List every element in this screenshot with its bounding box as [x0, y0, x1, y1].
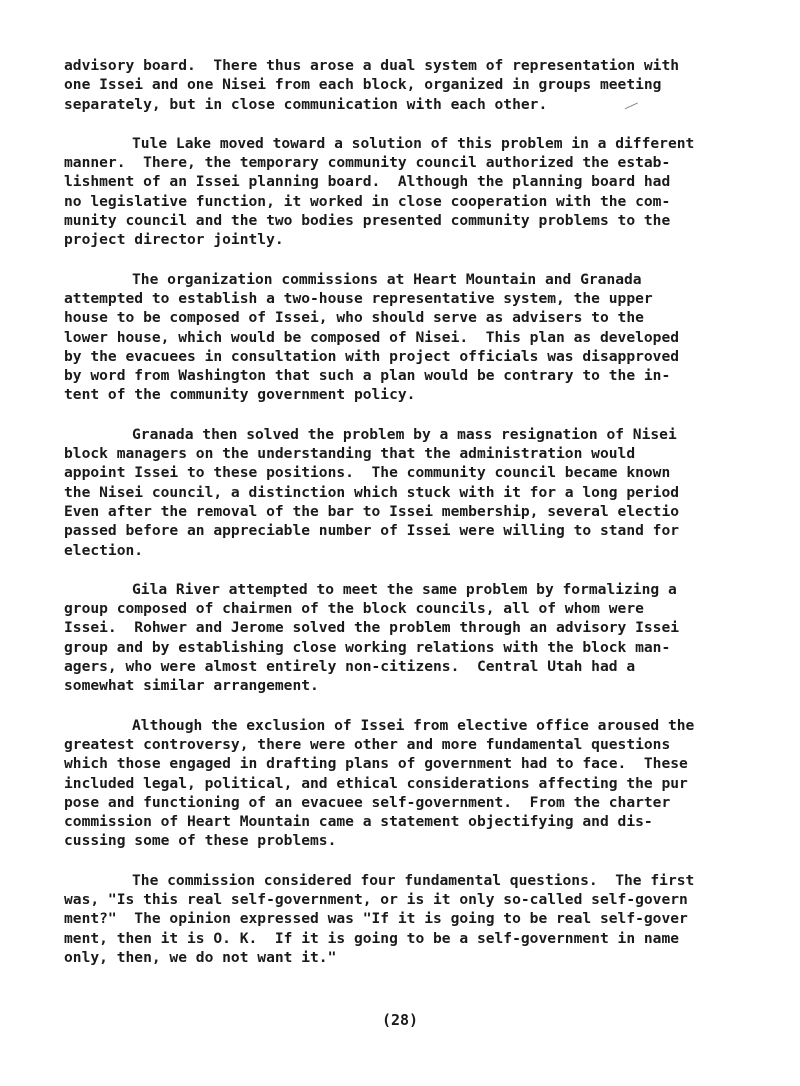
text-line: ment, then it is O. K. If it is going to be a self-government in name [64, 929, 680, 947]
text-line: munity council and the two bodies presented community problems to the [64, 212, 671, 230]
paragraph [64, 716, 744, 851]
paragraph [64, 580, 744, 696]
text-line: ment?" The opinion expressed was "If it is going to be real self-gover [64, 910, 688, 928]
text-line: was, "Is this real self-government, or is it only so-called self-govern [64, 890, 688, 908]
paragraph [64, 134, 744, 250]
page-number: (28) [381, 1011, 419, 1029]
text-line: attempted to establish a two-house representative system, the upper [64, 289, 653, 307]
text-line: by word from Washington that such a plan would be contrary to the in- [64, 367, 671, 385]
paragraph [64, 871, 744, 967]
body-text [64, 56, 744, 987]
text-line: passed before an appreciable number of Issei were willing to stand for [64, 522, 680, 540]
text-line: one Issei and one Nisei from each block, organized in groups meeting [64, 76, 662, 94]
text-line: pose and functioning of an evacuee self-government. From the charter [64, 793, 671, 811]
paragraph [64, 425, 744, 560]
text-line: only, then, we do not want it." [64, 948, 337, 966]
text-line: project director jointly. [64, 231, 284, 249]
text-line: Issei. Rohwer and Jerome solved the problem through an advisory Issei [64, 619, 680, 637]
text-line: somewhat similar arrangement. [64, 677, 319, 695]
text-line: election. [64, 541, 144, 559]
text-line: lishment of an Issei planning board. Although the planning board had [64, 173, 671, 191]
paragraph [64, 56, 744, 114]
text-line: included legal, political, and ethical considerations affecting the pur [64, 774, 688, 792]
text-line: group and by establishing close working relations with the block man- [64, 638, 671, 656]
text-line: greatest controversy, there were other and more fundamental questions [64, 735, 671, 753]
text-line: advisory board. There thus arose a dual system of representation with [64, 57, 680, 74]
text-line: The organization commissions at Heart Mountain and Granada [132, 270, 642, 288]
text-line: agers, who were almost entirely non-citizens. Central Utah had a [64, 658, 636, 676]
text-line: cussing some of these problems. [64, 832, 337, 850]
text-line: group composed of chairmen of the block councils, all of whom were [64, 600, 644, 618]
text-line: Granada then solved the problem by a mass resignation of Nisei [132, 425, 677, 443]
text-line: Although the exclusion of Issei from elective office aroused the [132, 716, 695, 734]
text-line: manner. There, the temporary community council authorized the estab- [64, 154, 671, 172]
text-line: no legislative function, it worked in close cooperation with the com- [64, 192, 671, 210]
text-line: commission of Heart Mountain came a statement objectifying and dis- [64, 813, 653, 831]
text-line: the Nisei council, a distinction which stuck with it for a long period [64, 483, 680, 501]
text-line: lower house, which would be composed of Nisei. This plan as developed [64, 328, 680, 346]
paragraph [64, 270, 744, 405]
text-line: which those engaged in drafting plans of government had to face. These [64, 755, 688, 773]
text-line: house to be composed of Issei, who should serve as advisers to the [64, 309, 644, 327]
text-line: The commission considered four fundamental questions. The first [132, 871, 695, 889]
text-line: separately, but in close communication with each other. [64, 95, 548, 113]
text-line: Even after the removal of the bar to Issei membership, several electio [64, 502, 680, 520]
text-line: Tule Lake moved toward a solution of this problem in a different [132, 134, 695, 152]
text-line: Gila River attempted to meet the same problem by formalizing a [132, 580, 677, 598]
text-line: appoint Issei to these positions. The community council became known [64, 464, 671, 482]
text-line: tent of the community government policy. [64, 386, 416, 404]
text-line: by the evacuees in consultation with project officials was disapproved [64, 347, 680, 365]
text-line: block managers on the understanding that the administration would [64, 445, 636, 463]
